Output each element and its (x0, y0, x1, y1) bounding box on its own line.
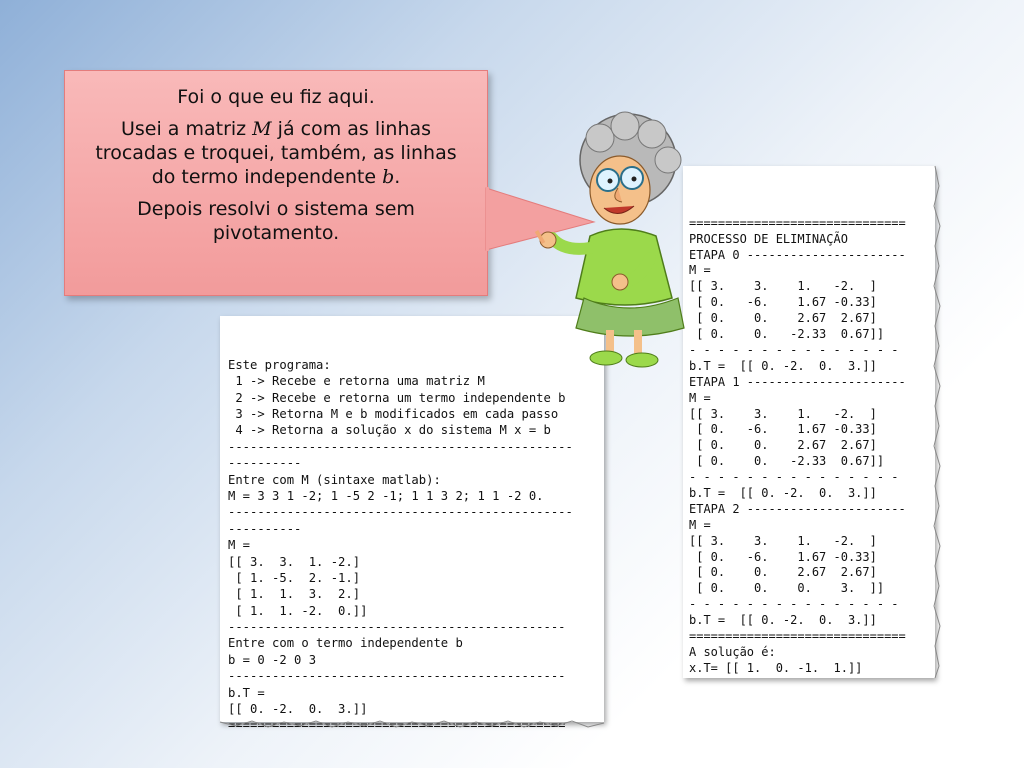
console-line: Entre com o termo independente b (228, 636, 463, 651)
console-line: M = (689, 390, 711, 405)
console-line: ---------- (228, 456, 302, 471)
console-line: [ 0. 0. -2.33 0.67]] (689, 454, 885, 469)
console-line: b.T = [[ 0. -2. 0. 3.]] (689, 358, 877, 373)
console-line: [[ 3. 3. 1. -2. ] (689, 533, 877, 548)
console-line: [ 0. 0. 2.67 2.67] (689, 311, 877, 326)
speech-bubble (64, 70, 488, 296)
console-line: ETAPA 1 ---------------------- (689, 374, 906, 389)
bubble-line-3: Depois resolvi o sistema sem pivotamento. (137, 198, 415, 244)
console-line: [[ 0. -2. 0. 3.]] (228, 702, 368, 717)
console-output-elimination (683, 166, 935, 678)
console-line: [[ 3. 3. 1. -2. ] (689, 406, 877, 421)
console-line: [ 0. 0. 2.67 2.67] (689, 565, 877, 580)
console-line: [ 0. 0. 2.67 2.67] (689, 438, 877, 453)
bubble-line-2 (83, 117, 469, 189)
bubble-matrix-symbol: M (252, 118, 272, 140)
console-line: ---------- (228, 521, 302, 536)
console-line: [ 0. -6. 1.67 -0.33] (689, 549, 877, 564)
console-line: M = (689, 263, 711, 278)
console-line: b.T = (228, 685, 265, 700)
bubble-line-1: Foi o que eu fiz aqui. (177, 86, 375, 108)
torn-edge-right (933, 166, 941, 678)
console-line: [ 1. 1. -2. 0.]] (228, 603, 368, 618)
console-line: x.T= [[ 1. 0. -1. 1.]] (689, 660, 863, 675)
console-line: M = 3 3 1 -2; 1 -5 2 -1; 1 1 3 2; 1 1 -2 0. (228, 488, 544, 503)
console-line: [ 0. -6. 1.67 -0.33] (689, 422, 877, 437)
console-line: [ 0. -6. 1.67 -0.33] (689, 295, 877, 310)
console-line: [[ 3. 3. 1. -2.] (228, 554, 361, 569)
console-line: 2 -> Recebe e retorna um termo independente b (228, 390, 566, 405)
bubble-line-2a: Usei a matriz (120, 118, 253, 140)
console-line: [ 0. 0. 0. 3. ]] (689, 581, 885, 596)
console-line: PROCESSO DE ELIMINAÇÃO (689, 231, 848, 246)
console-line: ----------------------------------------------- (228, 439, 573, 454)
torn-edge-bottom (220, 720, 604, 728)
console-line: ============================== (689, 215, 906, 230)
console-line: M = (228, 538, 251, 553)
console-line: 3 -> Retorna M e b modificados em cada passo (228, 406, 559, 421)
console-line: - - - - - - - - - - - - - - - (689, 342, 899, 357)
console-line: [ 1. 1. 3. 2.] (228, 587, 361, 602)
console-line: 4 -> Retorna a solução x do sistema M x = b (228, 423, 551, 438)
console-line: A solução é: (689, 644, 776, 659)
console-line: M = (689, 517, 711, 532)
console-line: ---------------------------------------------- (228, 669, 566, 684)
bubble-vector-symbol: b (382, 166, 395, 188)
console-line: Este programa: (228, 357, 331, 372)
console-line: [[ 3. 3. 1. -2. ] (689, 279, 877, 294)
bubble-line-2b: já com as linhas trocadas e troquei, também, as linhas do termo independente (95, 118, 457, 188)
console-line: ETAPA 2 ---------------------- (689, 501, 906, 516)
console-line: b.T = [[ 0. -2. 0. 3.]] (689, 485, 877, 500)
console-line: b.T = [[ 0. -2. 0. 3.]] (689, 613, 877, 628)
console-line: ----------------------------------------------- (228, 505, 573, 520)
console-line: ---------------------------------------------- (228, 620, 566, 635)
console-line: Entre com M (sintaxe matlab): (228, 472, 441, 487)
bubble-line-2c: . (394, 166, 401, 188)
console-line: 1 -> Recebe e retorna uma matriz M (228, 374, 485, 389)
console-line: ETAPA 0 ---------------------- (689, 247, 906, 262)
console-line: [ 0. 0. -2.33 0.67]] (689, 327, 885, 342)
console-line: - - - - - - - - - - - - - - - (689, 470, 899, 485)
console-line: ============================================== (228, 718, 566, 733)
grandmother-teacher-illustration-icon (530, 108, 710, 378)
console-line: - - - - - - - - - - - - - - - (689, 597, 899, 612)
console-line: [ 1. -5. 2. -1.] (228, 570, 361, 585)
console-line: ============================== (689, 628, 906, 643)
console-line: b = 0 -2 0 3 (228, 652, 317, 667)
